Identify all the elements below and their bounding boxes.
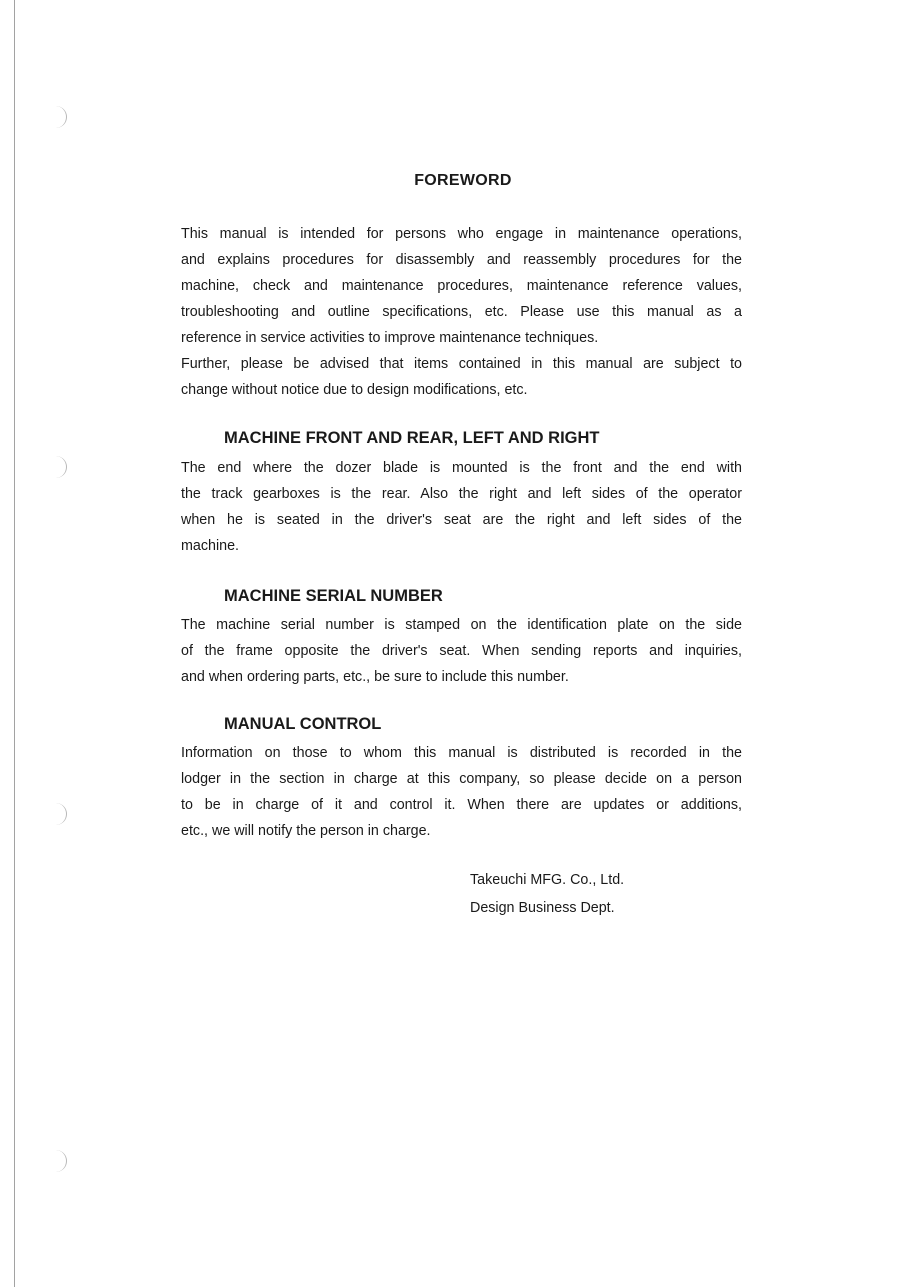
paragraph-line: The machine serial number is stamped on the identification plate on the side (181, 617, 742, 633)
paragraph-line: lodger in the section in charge at this company, so please decide on a person (181, 771, 742, 787)
paragraph-line: when he is seated in the driver's seat are the right and left sides of the (181, 512, 742, 528)
paragraph-line: of the frame opposite the driver's seat. When sending reports and inquiries, (181, 643, 742, 659)
paragraph-line: the track gearboxes is the rear. Also the right and left sides of the operator (181, 486, 742, 502)
paragraph-line: to be in charge of it and control it. When there are updates or additions, (181, 797, 742, 813)
paragraph-line: Information on those to whom this manual is distributed is recorded in the (181, 745, 742, 761)
paragraph-line: This manual is intended for persons who engage in maintenance operations, (181, 226, 742, 242)
punch-hole-mark (56, 456, 67, 478)
page-title: FOREWORD (414, 172, 512, 189)
paragraph-line: The end where the dozer blade is mounted is the front and the end with (181, 460, 742, 476)
department-name: Design Business Dept. (470, 900, 615, 916)
paragraph-line: Further, please be advised that items contained in this manual are subject to (181, 356, 742, 372)
paragraph-line: and explains procedures for disassembly and reassembly procedures for the (181, 252, 742, 268)
punch-hole-mark (56, 803, 67, 825)
section-title: MACHINE FRONT AND REAR, LEFT AND RIGHT (224, 429, 600, 447)
company-name: Takeuchi MFG. Co., Ltd. (470, 872, 625, 888)
paragraph-line: machine, check and maintenance procedures, maintenance reference values, (181, 278, 742, 294)
paragraph-line: machine. (181, 538, 240, 554)
punch-hole-mark (56, 106, 67, 128)
punch-hole-mark (56, 1150, 67, 1172)
paragraph-line: etc., we will notify the person in charge. (181, 823, 431, 839)
section-title: MACHINE SERIAL NUMBER (224, 587, 443, 605)
section-title: MANUAL CONTROL (224, 715, 382, 733)
paragraph-line: reference in service activities to improve maintenance techniques. (181, 330, 599, 346)
paragraph-line: troubleshooting and outline specifications, etc. Please use this manual as a (181, 304, 742, 320)
paragraph-line: change without notice due to design modifications, etc. (181, 382, 528, 398)
page-binding-edge (14, 0, 15, 1287)
paragraph-line: and when ordering parts, etc., be sure to include this number. (181, 669, 569, 685)
